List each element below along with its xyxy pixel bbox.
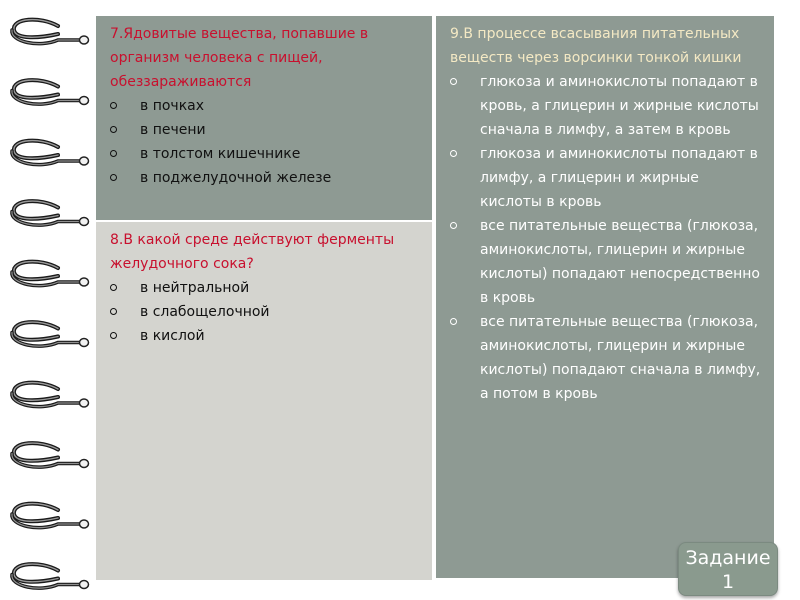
option-item[interactable]: в печени	[110, 118, 422, 142]
question-9-options	[450, 70, 764, 406]
option-item[interactable]: глюкоза и аминокислоты попадают в кровь, а глицерин и жирные кислоты сначала в лимфу, а затем в кровь	[450, 70, 764, 142]
spiral-binding-icon	[0, 0, 100, 600]
question-8-title: 8.В какой среде действуют ферменты желудочного сока?	[110, 232, 395, 272]
question-8-options	[110, 276, 422, 348]
question-7-title: 7.Ядовитые вещества, попавшие в организм человека с пищей, обеззараживаются	[110, 26, 369, 90]
option-item[interactable]: в слабощелочной	[110, 300, 422, 324]
option-item[interactable]: глюкоза и аминокислоты попадают в лимфу, а глицерин и жирные кислоты в кровь	[450, 142, 764, 214]
question-8-panel	[96, 222, 432, 580]
option-item[interactable]: в толстом кишечнике	[110, 142, 422, 166]
task-badge-button[interactable]	[678, 542, 778, 596]
option-item[interactable]: в кислой	[110, 324, 422, 348]
question-9-panel	[436, 16, 774, 578]
option-item[interactable]: все питательные вещества (глюкоза, аминокислоты, глицерин и жирные кислоты) попадают непосредственно в кровь	[450, 214, 764, 310]
option-item[interactable]: в почках	[110, 94, 422, 118]
option-item[interactable]: все питательные вещества (глюкоза, аминокислоты, глицерин и жирные кислоты) попадают сначала в лимфу, а потом в кровь	[450, 310, 764, 406]
question-9-title: 9.В процессе всасывания питательных веществ через ворсинки тонкой кишки	[450, 26, 742, 66]
question-7-panel	[96, 16, 432, 220]
option-item[interactable]: в поджелудочной железе	[110, 166, 422, 190]
option-item[interactable]: в нейтральной	[110, 276, 422, 300]
question-7-options	[110, 94, 422, 190]
task-badge-label: Задание	[685, 547, 771, 569]
task-badge-number: 1	[721, 571, 735, 593]
